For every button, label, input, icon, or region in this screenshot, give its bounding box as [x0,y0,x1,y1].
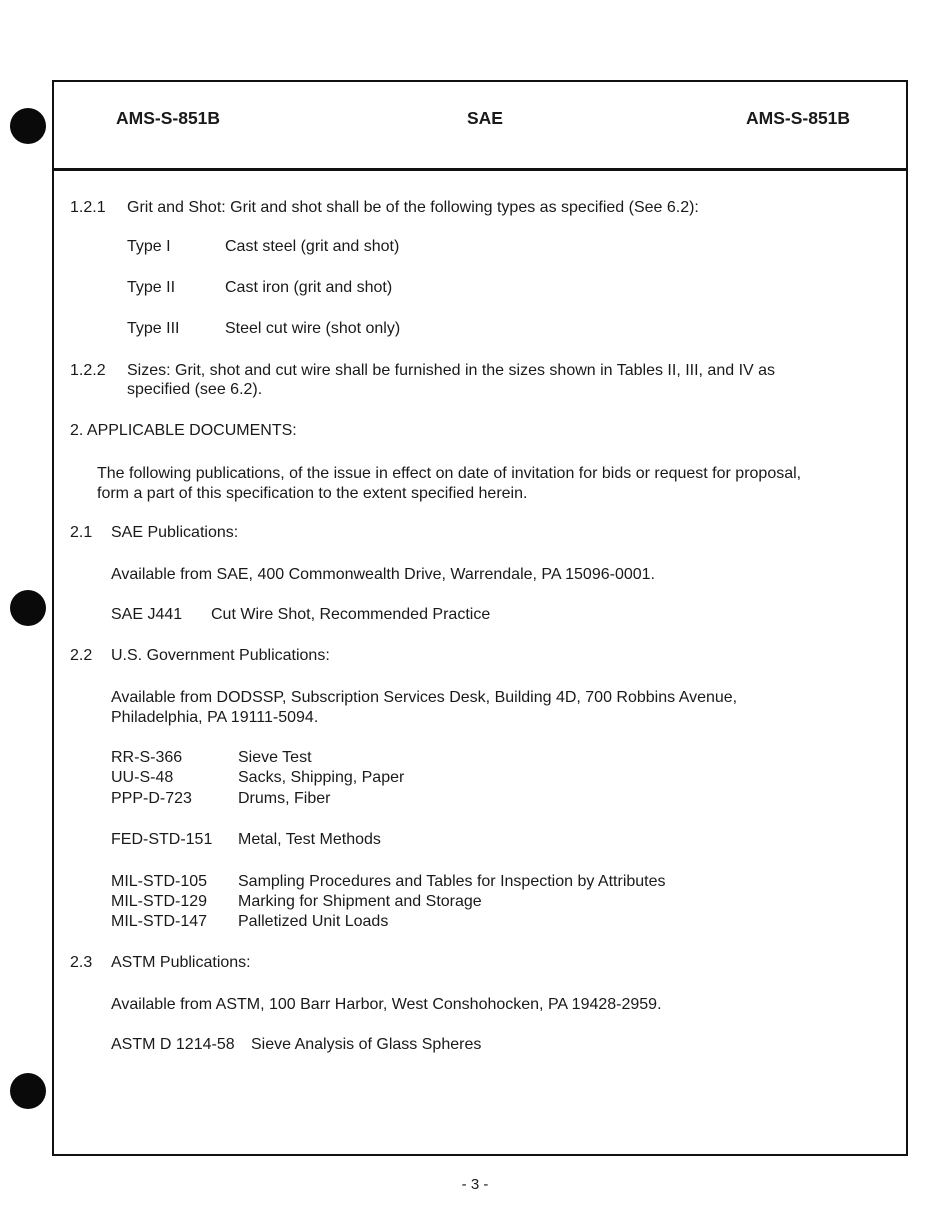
type-code: Type III [127,320,180,337]
section-2-1-available: Available from SAE, 400 Commonwealth Drive, Warrendale, PA 15096-0001. [111,566,655,583]
doc-title: Cut Wire Shot, Recommended Practice [211,606,491,623]
doc-title: Marking for Shipment and Storage [238,893,482,910]
punch-hole-middle [10,590,46,626]
doc-title: Sampling Procedures and Tables for Inspection by Attributes [238,873,666,890]
section-1-2-1-number: 1.2.1 [70,199,106,216]
type-code: Type II [127,279,176,296]
section-1-2-1-text: Grit and Shot: Grit and shot shall be of the following types as specified (See 6.2): [127,199,699,216]
doc-title: Palletized Unit Loads [238,913,389,930]
section-1-2-2-number: 1.2.2 [70,362,106,379]
doc-id: FED-STD-151 [111,831,213,848]
doc-title: Drums, Fiber [238,790,331,807]
punch-hole-top [10,108,46,144]
type-description: Cast steel (grit and shot) [225,238,400,255]
header-doc-id-right: AMS-S-851B [746,108,851,128]
type-description: Steel cut wire (shot only) [225,320,401,337]
type-description: Cast iron (grit and shot) [225,279,393,296]
section-2-heading: 2. APPLICABLE DOCUMENTS: [70,422,297,439]
doc-id: SAE J441 [111,606,183,623]
section-2-2-available-line1: Available from DODSSP, Subscription Services Desk, Building 4D, 700 Robbins Avenue, [111,689,738,706]
doc-id: UU-S-48 [111,769,174,786]
section-2-1-number: 2.1 [70,524,93,541]
doc-title: Sieve Test [238,749,312,766]
section-2-line1: The following publications, of the issue in effect on date of invitation for bids or request for proposal, [97,465,802,482]
doc-id: PPP-D-723 [111,790,192,807]
punch-hole-bottom [10,1073,46,1109]
doc-id: MIL-STD-147 [111,913,208,930]
header-doc-id-left: AMS-S-851B [116,108,221,128]
section-1-2-2-line2: specified (see 6.2). [127,381,263,398]
page-header [54,82,906,171]
section-2-line2: form a part of this specification to the extent specified herein. [97,485,528,502]
doc-title: Sacks, Shipping, Paper [238,769,405,786]
type-code: Type I [127,238,171,255]
section-2-2-available-line2: Philadelphia, PA 19111-5094. [111,709,319,726]
section-1-2-2-line1: Sizes: Grit, shot and cut wire shall be furnished in the sizes shown in Tables II, III, and IV as [127,362,776,379]
section-2-3-title: ASTM Publications: [111,954,251,971]
section-2-2-title: U.S. Government Publications: [111,647,330,664]
section-2-2-number: 2.2 [70,647,93,664]
header-org: SAE [467,108,503,128]
doc-id: MIL-STD-105 [111,873,208,890]
doc-title: Sieve Analysis of Glass Spheres [251,1036,482,1053]
section-2-1-title: SAE Publications: [111,524,239,541]
doc-id: RR-S-366 [111,749,183,766]
section-2-3-number: 2.3 [70,954,93,971]
doc-id: ASTM D 1214-58 [111,1036,235,1053]
doc-id: MIL-STD-129 [111,893,208,910]
section-2-3-available: Available from ASTM, 100 Barr Harbor, West Conshohocken, PA 19428-2959. [111,996,662,1013]
page-number: - 3 - [461,1176,489,1193]
doc-title: Metal, Test Methods [238,831,381,848]
